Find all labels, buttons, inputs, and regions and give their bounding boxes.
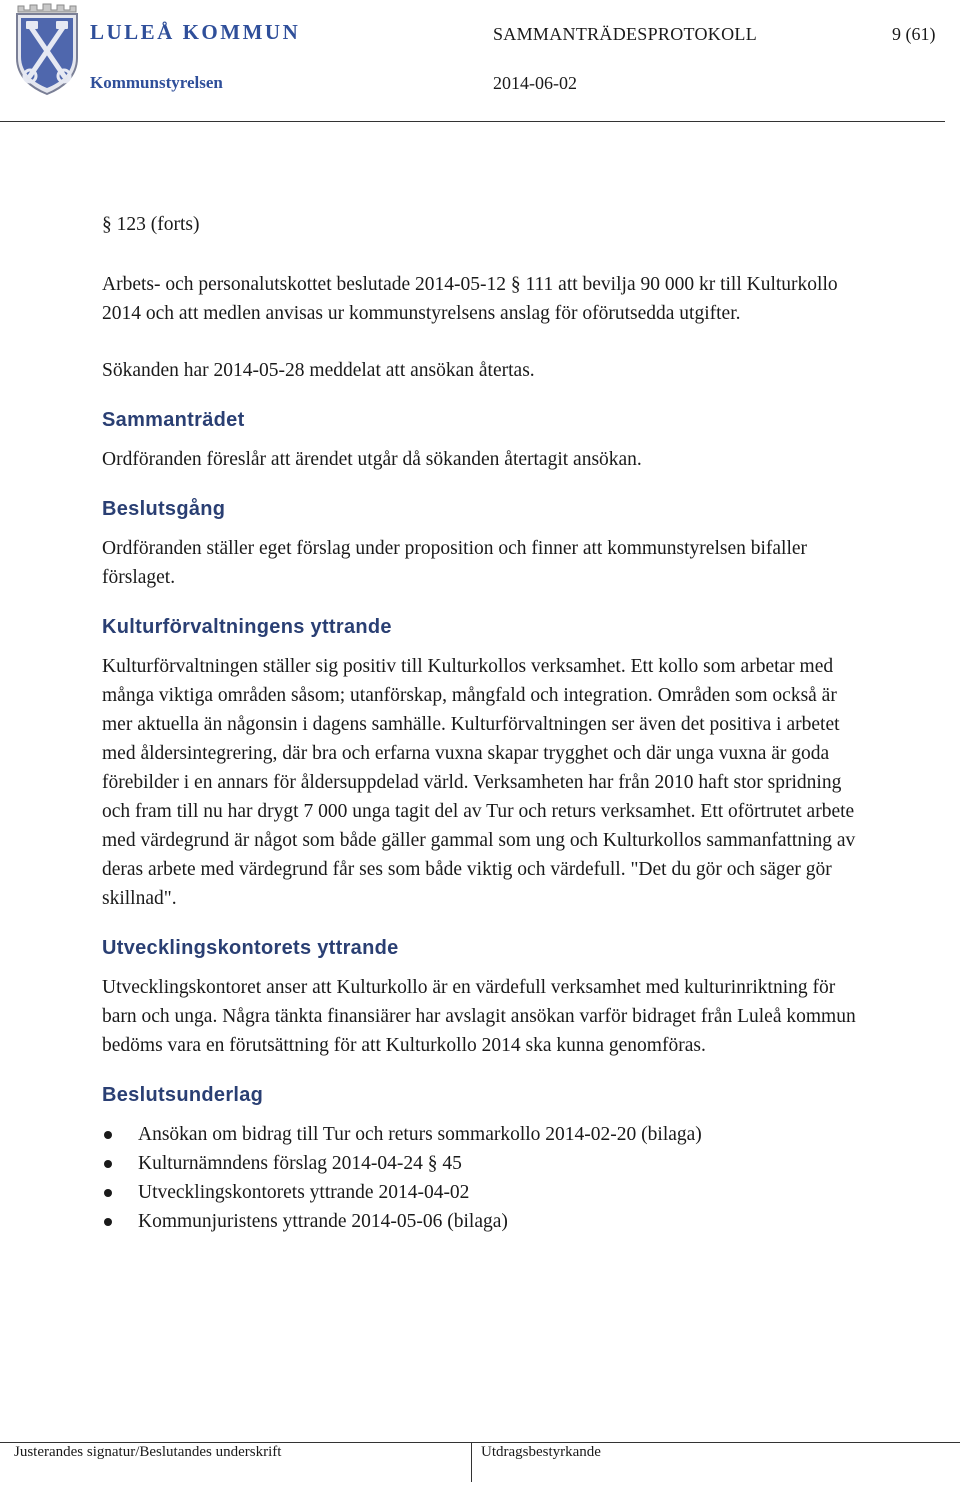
withdrawal-paragraph: Sökanden har 2014-05-28 meddelat att ansökan återtas. <box>102 360 535 381</box>
beslutsgang-text: Ordföranden ställer eget förslag under proposition och finner att kommunstyrelsen bifaller förslaget. <box>102 538 808 588</box>
section-reference: § 123 (forts) <box>102 214 200 235</box>
page-number: 9 (61) <box>892 24 936 44</box>
beslutsunderlag-list <box>102 1120 862 1236</box>
organization-name: LULEÅ KOMMUN <box>90 20 301 44</box>
meeting-date: 2014-06-02 <box>493 73 577 93</box>
list-item: Utvecklingskontorets yttrande 2014-04-02 <box>102 1178 862 1207</box>
signature-field-label: Justerandes signatur/Beslutandes underskrift <box>14 1444 282 1460</box>
heading-sammantradet: Sammanträdet <box>102 409 245 431</box>
heading-beslutsgang: Beslutsgång <box>102 498 226 520</box>
kulturforvaltningen-text: Kulturförvaltningen ställer sig positiv till Kulturkollos verksamhet. Ett kollo som arbetar med många viktiga områden såsom; utanförskap, mångfald och integration. Områden som också är mer aktuella än någonsin i dagens samhälle. Kulturförvaltningen ser även det positiva i arbetet med åldersintegrering, där bra och erfarna vuxna skapar trygghet och där unga vuxna är goda förebilder i en annars för åldersuppdelad värld. Verksamheten har från 2010 haft stor spridning och fram till nu har drygt 7 000 unga tagit del av Tur och returs verksamhet. Ett oförtrutet arbete med värdegrund är något som både gäller gammal som ung och Kulturkollos sammanfattning av deras arbete med värdegrund får ses som både viktig och värdefull. "Det du gör och säger gör skillnad". <box>102 656 856 909</box>
document-type: SAMMANTRÄDESPROTOKOLL <box>493 24 757 44</box>
organizational-unit: Kommunstyrelsen <box>90 73 223 92</box>
excerpt-field-label: Utdragsbestyrkande <box>481 1444 601 1460</box>
protocol-body <box>102 210 862 1236</box>
list-item: Kommunjuristens yttrande 2014-05-06 (bilaga) <box>102 1207 862 1236</box>
intro-paragraph: Arbets- och personalutskottet beslutade 2014-05-12 § 111 att bevilja 90 000 kr till Kulturkollo 2014 och att medlen anvisas ur kommunstyrelsens anslag för oförutsedda utgifter. <box>102 274 838 324</box>
header-divider <box>0 121 945 122</box>
footer-separator <box>471 1442 472 1482</box>
list-item: Ansökan om bidrag till Tur och returs sommarkollo 2014-02-20 (bilaga) <box>102 1120 862 1149</box>
heading-beslutsunderlag: Beslutsunderlag <box>102 1084 264 1106</box>
sammantradet-text: Ordföranden föreslår att ärendet utgår då sökanden återtagit ansökan. <box>102 449 642 470</box>
footer-divider <box>0 1442 960 1443</box>
city-crest-icon <box>12 2 82 96</box>
list-item: Kulturnämndens förslag 2014-04-24 § 45 <box>102 1149 862 1178</box>
heading-kulturforvaltningen: Kulturförvaltningens yttrande <box>102 616 392 638</box>
utvecklingskontoret-text: Utvecklingskontoret anser att Kulturkollo är en värdefull verksamhet med kulturinriktning för barn och unga. Några tänkta finansiärer har avslagit ansökan varför bidraget från Luleå kommun bedöms vara en förutsättning för att Kulturkollo 2014 ska kunna genomföras. <box>102 977 856 1056</box>
heading-utvecklingskontoret: Utvecklingskontorets yttrande <box>102 937 399 959</box>
